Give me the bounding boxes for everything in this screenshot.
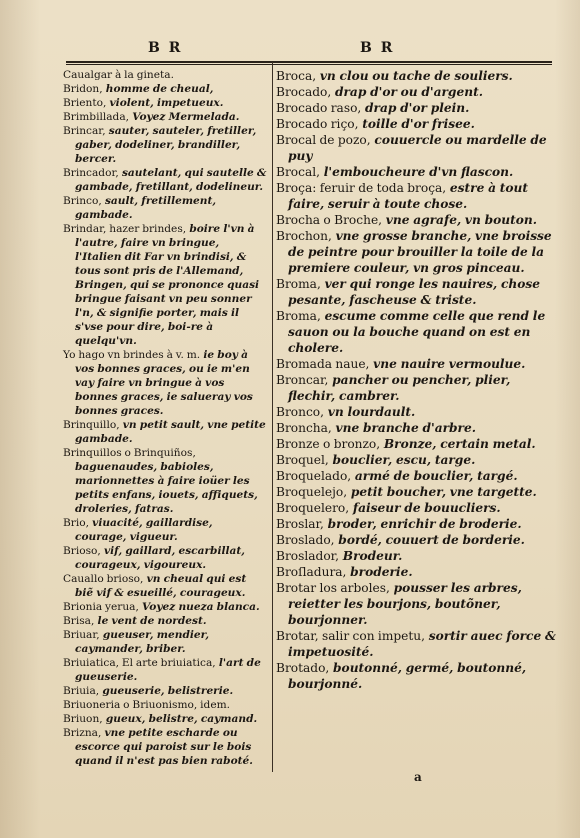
entry-translation: Voyez nueza blanca. bbox=[138, 601, 260, 613]
entry-translation: gueuserie, belistrerie. bbox=[99, 685, 234, 697]
entry-translation: gueuser, mendier, caymander, briber. bbox=[75, 629, 210, 655]
entry-translation: bordé, couuert de borderie. bbox=[334, 533, 525, 547]
entry-headword: Brio, bbox=[63, 517, 89, 529]
entry-headword: Brotar los arboles, bbox=[276, 581, 390, 595]
entry-translation: vn cheual qui est biẽ vif & esueillé, courageux. bbox=[75, 573, 247, 599]
entry-headword: Brionia yerua, bbox=[63, 601, 139, 613]
entry-translation: l'emboucheure d'vn flascon. bbox=[319, 165, 514, 179]
dictionary-entry bbox=[63, 600, 267, 614]
dictionary-entry bbox=[63, 194, 267, 222]
dictionary-entry bbox=[63, 726, 267, 768]
entry-headword: Brochon, bbox=[276, 229, 332, 243]
entry-headword: Cauallo brioso, bbox=[63, 573, 144, 585]
entry-headword: Brocado riço, bbox=[276, 117, 359, 131]
dictionary-entry bbox=[276, 628, 556, 660]
entry-headword: Broncha, bbox=[276, 421, 332, 435]
entry-headword: Broça: feruir de toda broça, bbox=[276, 181, 447, 195]
entry-translation: estre à tout faire, seruir à toute chose. bbox=[288, 181, 528, 211]
dictionary-entry bbox=[276, 452, 556, 468]
entry-headword: Bridon, bbox=[63, 83, 103, 95]
entry-translation: Voyez Mermelada. bbox=[129, 111, 240, 123]
entry-headword: Brocal de pozo, bbox=[276, 133, 371, 147]
entry-headword: Yo hago vn brindes à v. m. bbox=[63, 349, 201, 361]
entry-translation: gueux, belistre, caymand. bbox=[102, 713, 258, 725]
entry-headword: Brizna, bbox=[63, 727, 102, 739]
entry-translation: toille d'or frisee. bbox=[358, 117, 475, 131]
entry-translation: vne branche d'arbre. bbox=[331, 421, 476, 435]
dictionary-entry bbox=[276, 164, 556, 180]
column-divider bbox=[272, 62, 273, 772]
entry-translation: ver qui ronge les nauires, chose pesante, fascheuse & triste. bbox=[288, 277, 541, 307]
dictionary-entry bbox=[63, 614, 267, 628]
entry-headword: Brisa, bbox=[63, 615, 95, 627]
dictionary-entry bbox=[276, 660, 556, 692]
dictionary-entry bbox=[63, 544, 267, 572]
entry-headword: Brocado, bbox=[276, 85, 332, 99]
dictionary-entry bbox=[276, 68, 556, 84]
entry-translation: drap d'or ou d'argent. bbox=[331, 85, 483, 99]
right-column bbox=[276, 68, 556, 692]
entry-translation: vn petit sault, vne petite gambade. bbox=[75, 419, 266, 445]
dictionary-entry bbox=[63, 684, 267, 698]
entry-translation: sautelant, qui sautelle & gambade, fretillant, dodelineur. bbox=[75, 167, 267, 193]
header-right: B R bbox=[360, 40, 395, 56]
entry-headword: Broquelero, bbox=[276, 501, 350, 515]
dictionary-entry bbox=[63, 110, 267, 124]
dictionary-entry bbox=[63, 96, 267, 110]
dictionary-entry bbox=[276, 564, 556, 580]
entry-headword: Brioso, bbox=[63, 545, 101, 557]
dictionary-entry bbox=[276, 372, 556, 404]
header-left: B R bbox=[148, 40, 183, 56]
dictionary-entry bbox=[63, 712, 267, 726]
entry-headword: Briuia, bbox=[63, 685, 100, 697]
entry-translation: viuacité, gaillardise, courage, vigueur. bbox=[75, 517, 213, 543]
entry-translation: pousser les arbres, reietter les bourjons, boutõner, bourjonner. bbox=[288, 581, 522, 627]
dictionary-entry bbox=[276, 484, 556, 500]
entry-translation: vne agrafe, vn bouton. bbox=[382, 213, 537, 227]
dictionary-entry bbox=[276, 532, 556, 548]
entry-translation: armé de bouclier, targé. bbox=[351, 469, 518, 483]
entry-headword: Broquelado, bbox=[276, 469, 352, 483]
dictionary-entry bbox=[276, 420, 556, 436]
dictionary-entry bbox=[63, 516, 267, 544]
entry-headword: Broslar, bbox=[276, 517, 324, 531]
running-header bbox=[68, 40, 550, 60]
entry-translation: violent, impetueux. bbox=[106, 97, 224, 109]
entry-headword: Briuon, bbox=[63, 713, 103, 725]
dictionary-entry bbox=[276, 580, 556, 628]
entry-translation: vn lourdault. bbox=[324, 405, 416, 419]
entry-translation: vne nauire vermoulue. bbox=[369, 357, 526, 371]
dictionary-entry bbox=[276, 100, 556, 116]
entry-translation: l'art de gueuserie. bbox=[75, 657, 261, 683]
entry-translation: couuercle ou mardelle de puy bbox=[288, 133, 547, 163]
entry-headword: Bronco, bbox=[276, 405, 325, 419]
dictionary-entry bbox=[63, 656, 267, 684]
entry-headword: Briuar, bbox=[63, 629, 100, 641]
entry-translation: Brodeur. bbox=[339, 549, 403, 563]
dictionary-entry bbox=[63, 222, 267, 348]
entry-translation: baguenaudes, babioles, marionnettes à faire ioüer les petits enfans, iouets, affiquets, droleries, fatras. bbox=[75, 461, 258, 515]
dictionary-entry bbox=[276, 276, 556, 308]
entry-headword: Brinco, bbox=[63, 195, 102, 207]
dictionary-entry bbox=[63, 348, 267, 418]
dictionary-entry bbox=[276, 548, 556, 564]
entry-headword: Brindar, hazer brindes, bbox=[63, 223, 187, 235]
entry-headword: Broca, bbox=[276, 69, 317, 83]
entry-headword: Caualgar à la gineta. bbox=[63, 69, 174, 81]
dictionary-entry bbox=[276, 436, 556, 452]
entry-translation: sault, fretillement, gambade. bbox=[75, 195, 217, 221]
entry-translation: broder, enrichir de broderie. bbox=[323, 517, 522, 531]
dictionary-entry bbox=[63, 628, 267, 656]
entry-headword: Brincar, bbox=[63, 125, 106, 137]
dictionary-entry bbox=[276, 516, 556, 532]
entry-translation: le vent de nordest. bbox=[94, 615, 207, 627]
entry-translation: petit boucher, vne targette. bbox=[347, 485, 537, 499]
entry-translation: drap d'or plein. bbox=[361, 101, 470, 115]
dictionary-entry bbox=[276, 84, 556, 100]
entry-translation: pancher ou pencher, plier, flechir, cambrer. bbox=[288, 373, 511, 403]
entry-headword: Bromada naue, bbox=[276, 357, 370, 371]
entry-translation: vne petite escharde ou escorce qui paroist sur le bois quand il n'est pas bien raboté. bbox=[75, 727, 253, 767]
entry-translation: homme de cheual, bbox=[102, 83, 214, 95]
entry-headword: Brotado, bbox=[276, 661, 330, 675]
entry-headword: Briuoneria o Briuonismo, idem. bbox=[63, 699, 231, 711]
dictionary-entry bbox=[63, 418, 267, 446]
entry-translation: vne grosse branche, vne broisse de peintre pour brouiller la toile de la premiere couleur, vn gros pinceau. bbox=[288, 229, 552, 275]
entry-translation: broderie. bbox=[346, 565, 413, 579]
entry-headword: Broslado, bbox=[276, 533, 335, 547]
entry-translation: Bronze, certain metal. bbox=[380, 437, 536, 451]
entry-headword: Brocado raso, bbox=[276, 101, 362, 115]
entry-headword: Brocal, bbox=[276, 165, 320, 179]
entry-headword: Broquelejo, bbox=[276, 485, 348, 499]
entry-translation: boire l'vn à l'autre, faire vn bringue, l'Italien dit Far vn brindisi, & tous sont pris de l'Allemand, Bringen, qui se prononce quasi bringue faisant vn peu sonner l'n, & signifie porter, mais il s'vse pour dire, boi-re à quelqu'vn. bbox=[75, 223, 260, 347]
entry-headword: Broquel, bbox=[276, 453, 329, 467]
dictionary-entry bbox=[63, 68, 267, 82]
entry-headword: Brinquillos o Brinquiños, bbox=[63, 447, 196, 459]
entry-headword: Brincador, bbox=[63, 167, 119, 179]
entry-translation: bouclier, escu, targe. bbox=[328, 453, 476, 467]
dictionary-entry bbox=[63, 124, 267, 166]
entry-headword: Broſladura, bbox=[276, 565, 347, 579]
left-column bbox=[63, 68, 267, 768]
entry-headword: Briento, bbox=[63, 97, 107, 109]
entry-translation: sauter, sauteler, fretiller, gaber, dodeliner, brandiller, bercer. bbox=[75, 125, 257, 165]
entry-headword: Bronze o bronzo, bbox=[276, 437, 381, 451]
entry-headword: Brimbillada, bbox=[63, 111, 130, 123]
dictionary-entry bbox=[276, 404, 556, 420]
header-rule-thin bbox=[66, 64, 552, 65]
dictionary-entry bbox=[63, 572, 267, 600]
entry-headword: Broncar, bbox=[276, 373, 329, 387]
entry-translation: escume comme celle que rend le sauon ou la bouche quand on est en cholere. bbox=[288, 309, 546, 355]
dictionary-entry bbox=[276, 468, 556, 484]
dictionary-entry bbox=[276, 116, 556, 132]
entry-headword: Brinquillo, bbox=[63, 419, 120, 431]
dictionary-entry bbox=[276, 180, 556, 212]
dictionary-entry bbox=[276, 212, 556, 228]
entry-headword: Broma, bbox=[276, 309, 321, 323]
dictionary-entry bbox=[276, 228, 556, 276]
entry-translation: faiseur de bouucliers. bbox=[349, 501, 501, 515]
entry-headword: Briuiatica, El arte briuiatica, bbox=[63, 657, 216, 669]
dictionary-entry bbox=[276, 500, 556, 516]
dictionary-entry bbox=[276, 308, 556, 356]
entry-headword: Brocha o Broche, bbox=[276, 213, 383, 227]
dictionary-entry bbox=[63, 698, 267, 712]
entry-headword: Broma, bbox=[276, 277, 321, 291]
catchword: a bbox=[414, 770, 422, 784]
dictionary-entry bbox=[276, 356, 556, 372]
dictionary-entry bbox=[276, 132, 556, 164]
entry-translation: ie boy à vos bonnes graces, ou ie m'en vay faire vn bringue à vos bonnes graces, ie salueray vos bonnes graces. bbox=[75, 349, 253, 417]
entry-headword: Brotar, salir con impetu, bbox=[276, 629, 426, 643]
header-rule bbox=[66, 61, 552, 63]
entry-translation: boutonné, germé, boutonné, bourjonné. bbox=[288, 661, 527, 691]
entry-translation: vif, gaillard, escarbillat, courageux, vigoureux. bbox=[75, 545, 245, 571]
dictionary-entry bbox=[63, 446, 267, 516]
dictionary-entry bbox=[63, 82, 267, 96]
dictionary-entry bbox=[63, 166, 267, 194]
entry-translation: vn clou ou tache de souliers. bbox=[316, 69, 513, 83]
entry-headword: Broslador, bbox=[276, 549, 340, 563]
entry-translation: sortir auec force & impetuosité. bbox=[288, 629, 556, 659]
